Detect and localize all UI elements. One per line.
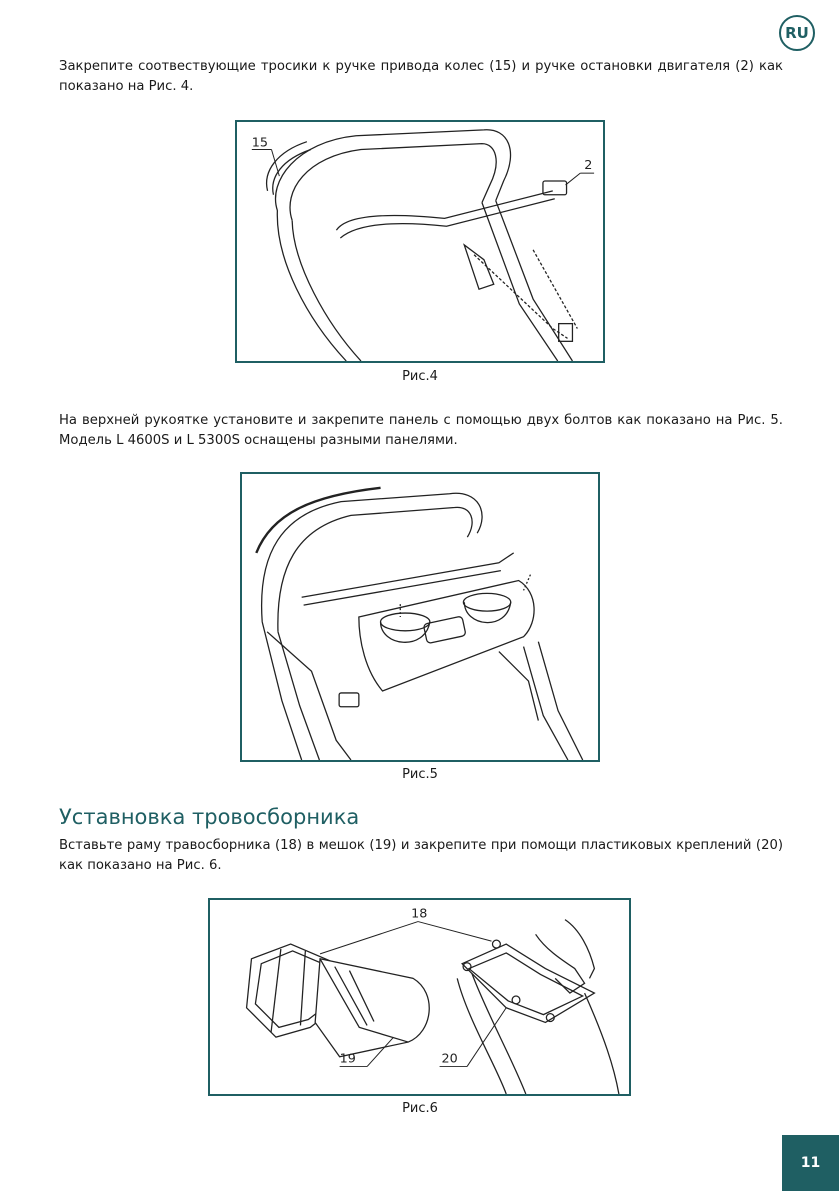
instruction-paragraph-1: Закрепите соотвествующие тросики к ручке привода колес (15) и ручке остановки двигателя (2) как показано на Рис. 4. (59, 59, 783, 94)
page-number: 11 (782, 1135, 839, 1191)
callout-19: 19 (339, 1051, 356, 1067)
figure-6-caption: Рис.6 (402, 1101, 438, 1116)
callout-18: 18 (411, 906, 428, 922)
callout-20: 20 (441, 1051, 458, 1067)
language-badge: RU (779, 15, 815, 51)
figure-5 (240, 472, 600, 762)
figure-6-drawing (210, 900, 629, 1094)
figure-5-caption: Рис.5 (402, 767, 438, 782)
callout-15: 15 (251, 135, 269, 151)
section-title: Уставновка тровосборника (59, 805, 360, 829)
instruction-paragraph-3: Вставьте раму травосборника (18) в мешок (19) и закрепите при помощи пластиковых креплений (20) как показано на Рис. 6. (59, 838, 783, 873)
instruction-paragraph-2: На верхней рукоятке установите и закрепите панель с помощью двух болтов как показано на Рис. 5. Модель L 4600S и L 5300S оснащены разными панелями. (59, 413, 783, 448)
figure-5-drawing (242, 474, 598, 760)
figure-4 (235, 120, 605, 363)
figure-6 (208, 898, 631, 1096)
callout-2: 2 (584, 158, 593, 174)
figure-4-drawing (237, 122, 603, 361)
figure-4-caption: Рис.4 (402, 369, 438, 384)
